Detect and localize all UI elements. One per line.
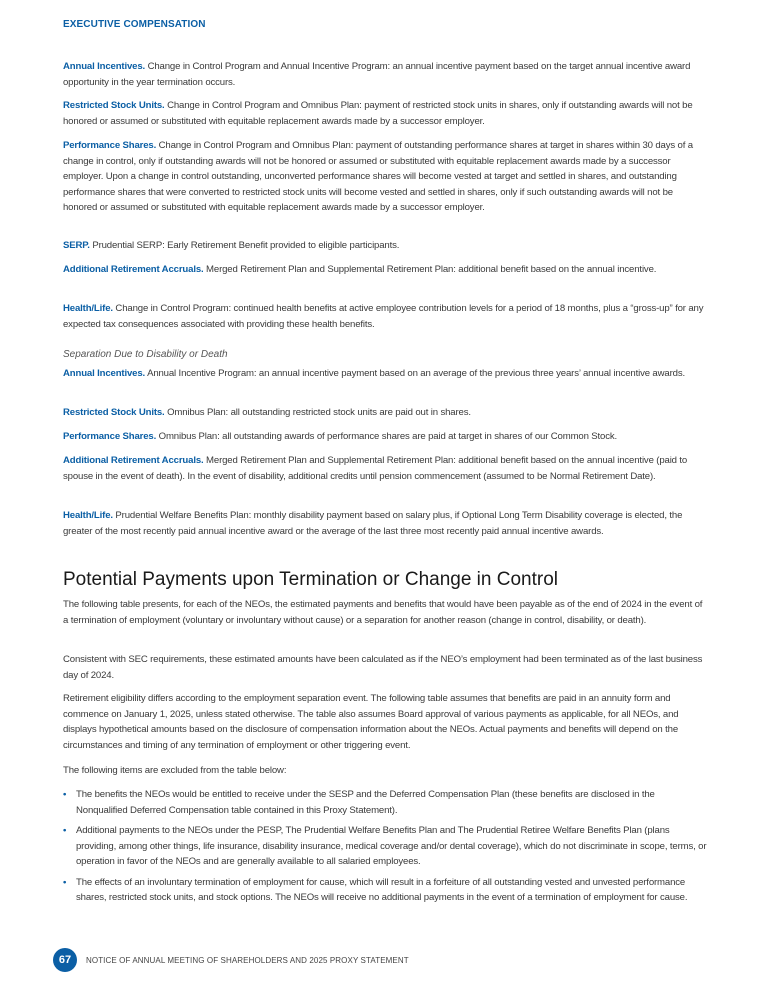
paragraph-cic-serp: SERP. Prudential SERP: Early Retirement Benefit provided to eligible participants. (63, 240, 400, 251)
paragraph-dis-health-life: Health/Life. Prudential Welfare Benefits Plan: monthly disability payment based on salary plus, if Optional Long Term Disability coverage is elected, the greater of the most recently paid annual incentive award or the average of the last three most recently paid annual incentive awards. (63, 510, 683, 537)
paragraph-retirement: Retirement eligibility differs according to the employment separation event. The following table assumes that benefits are paid in an annuity form and commence on January 1, 2025, unless stated otherwise. The table also assumes Board approval of various payments as applicable, for all NEOs, and displays hypothetical amounts based on the disclosure of compensation information about the NEOs. Actual payments and benefits will depend on the circumstances and timing of any termination of employment or other triggering event. (63, 693, 679, 751)
paragraph-cic-health-life: Health/Life. Change in Control Program: continued health benefits at active employee contribution levels for a period of 18 months, plus a “gross-up” for any expected tax consequences associated with providing these health benefits. (63, 303, 704, 330)
paragraph-cic-retirement-accruals: Additional Retirement Accruals. Merged Retirement Plan and Supplemental Retirement Plan: additional benefit based on the annual incentive. (63, 264, 657, 275)
paragraph-cic-annual-incentives: Annual Incentives. Change in Control Program and Annual Incentive Program: an annual incentive payment based on the target annual incentive award opportunity in the year termination occurs. (63, 61, 691, 88)
page-number-badge: 67 (53, 948, 77, 972)
paragraph-dis-annual-incentives: Annual Incentives. Annual Incentive Program: an annual incentive payment based on an average of the previous three years’ annual incentive awards. (63, 368, 685, 379)
section-header: EXECUTIVE COMPENSATION (63, 19, 206, 30)
bullet-icon: • (63, 825, 67, 836)
paragraph-cic-performance-shares: Performance Shares. Change in Control Program and Omnibus Plan: payment of outstanding performance shares at target in shares within 30 days of a change in control, only if outstanding awards will not be honored or assumed or substituted with equitable replacement awards made by a successor employer. Upon a change in control outstanding, unconverted performance shares will become vested at target and settled in shares, and outstanding performance shares that were converted to restricted stock units will become vested and settled in shares, only if such outstanding awards will not be honored or assumed or substituted with equitable replacement awards made by a successor employer. (63, 140, 693, 213)
section-title: Potential Payments upon Termination or Change in Control (63, 569, 558, 590)
list-item: • The benefits the NEOs would be entitled to receive under the SESP and the Deferred Compensation Plan (these benefits are disclosed in the Nonqualified Deferred Compensation table contained in this Proxy Statement). (63, 789, 655, 816)
disability-subheading: Separation Due to Disability or Death (63, 349, 228, 360)
paragraph-sec: Consistent with SEC requirements, these estimated amounts have been calculated as if the NEO’s employment had been terminated as of the last business day of 2024. (63, 654, 703, 681)
paragraph-dis-retirement-accruals: Additional Retirement Accruals. Merged Retirement Plan and Supplemental Retirement Plan: additional benefit based on the annual incentive (paid to spouse in the event of death). In the event of disability, additional credits until pension commencement (assumed to be Normal Retirement Date). (63, 455, 688, 482)
excluded-items-list (63, 787, 708, 906)
page-footer (53, 948, 409, 972)
paragraph-cic-rsu: Restricted Stock Units. Change in Control Program and Omnibus Plan: payment of restricted stock units in shares, only if outstanding awards will not be honored or assumed or substituted with equitable replacement awards made by a successor employer. (63, 100, 693, 127)
paragraph-intro: The following table presents, for each of the NEOs, the estimated payments and benefits that would have been payable as of the end of 2024 in the event of a termination of employment (voluntary or involuntary without cause) or a separation for another reason (change in control, disability, or death). (63, 599, 703, 626)
paragraph-dis-performance-shares: Performance Shares. Omnibus Plan: all outstanding awards of performance shares are paid at target in shares of our Common Stock. (63, 431, 618, 442)
bullet-icon: • (63, 789, 67, 800)
list-item: • Additional payments to the NEOs under the PESP, The Prudential Welfare Benefits Plan and The Prudential Retiree Welfare Benefits Plan (plans providing, among other things, life insurance, disability insurance, medical coverage and/or dental coverage), which do not discriminate in scope, terms, or operation in favor of the NEOs and are generally available to all salaried employees. (63, 825, 707, 867)
paragraph-excluded: The following items are excluded from the table below: (63, 765, 287, 776)
bullet-icon: • (63, 876, 67, 888)
list-item: • The effects of an involuntary termination of employment for cause, which will result in a forfeiture of all outstanding vested and unvested performance shares, restricted stock units, and stock options. The NEOs will receive no additional payments in the event of a termination of employment for cause. (63, 876, 688, 903)
footer-title: NOTICE OF ANNUAL MEETING OF SHAREHOLDERS AND 2025 PROXY STATEMENT (86, 955, 409, 965)
paragraph-dis-rsu: Restricted Stock Units. Omnibus Plan: all outstanding restricted stock units are paid out in shares. (63, 407, 471, 418)
